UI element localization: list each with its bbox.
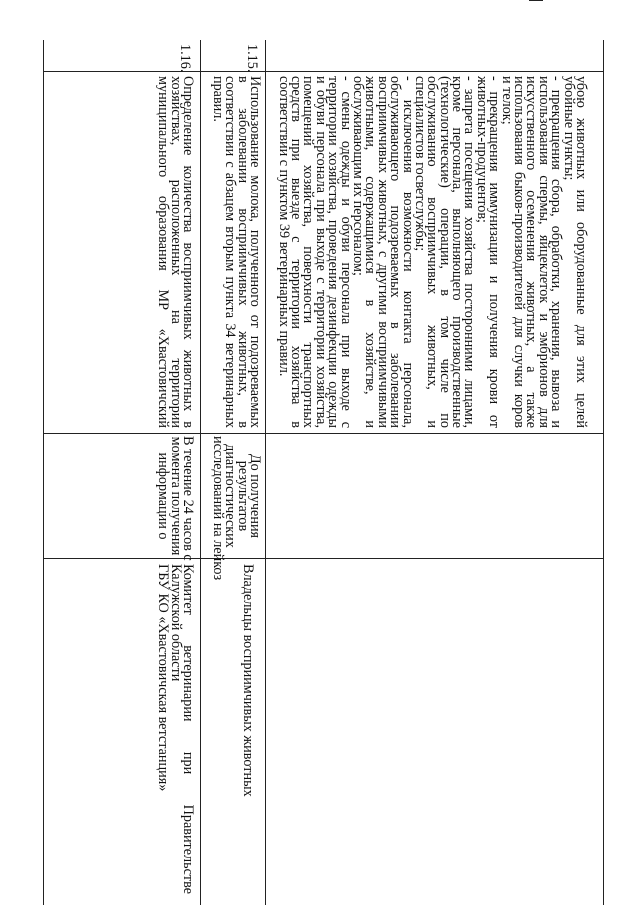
table-top-rule	[603, 40, 604, 905]
text-line: - прекращения сбора, обработки, хранения, вывоза и	[548, 76, 565, 428]
text-line: обслуживанию восприимчивых животных, и	[424, 76, 441, 428]
row-116-number: 1.16.	[177, 44, 193, 73]
text-line: До получения	[247, 453, 263, 539]
row-116-measure-text	[157, 76, 194, 428]
text-line: и обуви персонала при выходе с территории хозяйства,	[312, 76, 329, 428]
text-line: диагностических	[222, 444, 239, 548]
text-line: информации о	[155, 452, 172, 540]
row-116-responsible-text	[157, 564, 194, 894]
text-line: специалистов госветслужбы;	[411, 76, 428, 252]
text-line: Определение количества восприимчивых животных в	[180, 76, 196, 428]
text-line: исследований на лейкоз	[209, 436, 226, 581]
text-line: Владельцы восприимчивых животных	[240, 564, 256, 797]
row-prev-measure-text	[277, 76, 587, 428]
text-line: момента получения	[167, 436, 184, 556]
col-divider-term	[44, 558, 604, 559]
text-line: и телок;	[498, 76, 515, 125]
text-line: средств при выезде с территории хозяйства в	[288, 76, 305, 428]
table-rule-after-row-prev	[265, 40, 266, 905]
text-line: Калужской области	[167, 564, 184, 682]
table-rule-after-row-115	[200, 40, 201, 905]
text-line: - смены одежды и обуви персонала при выходе с	[337, 76, 354, 428]
col-divider-measure	[44, 433, 604, 434]
text-line: В течение 24 часов с	[180, 436, 196, 561]
text-line: муниципального образования МР «Хвастовичский	[155, 76, 172, 428]
col-divider-number	[44, 71, 604, 72]
text-line: правил.	[209, 76, 226, 122]
text-line: - запрета посещения хозяйства посторонними лицами,	[461, 76, 478, 428]
text-line: ГБУ КО «Хвастовичская ветстанция»	[155, 564, 172, 792]
row-115-measure-text	[211, 76, 261, 428]
text-line: животных-продуцентов;	[473, 76, 490, 223]
text-line: обслуживающего подозреваемых в заболевании	[387, 76, 404, 428]
text-line: Комитет ветеринарии при Правительстве	[180, 564, 196, 894]
text-line: восприимчивых животных, с другими восприимчивыми	[374, 76, 391, 428]
text-line: - исключения возможности контакта персонала,	[399, 76, 416, 428]
text-line: помещений хозяйства, поверхности транспортных	[300, 76, 317, 428]
text-line: убою животных или оборудованные для этих целей	[573, 76, 589, 428]
text-line: искусственного осеменения животных, а также	[523, 76, 540, 428]
text-line: (технологические) операции, в том числе по	[436, 76, 453, 428]
text-line: соответствии с пунктом 39 ветеринарных правил.	[275, 76, 292, 377]
text-line: обслуживающим их персоналом;	[349, 76, 366, 276]
text-line: использования быков-производителей для случки коров	[511, 76, 528, 428]
row-116-term-text	[155, 436, 196, 561]
text-line: убойные пункты;	[560, 76, 577, 181]
text-line: результатов	[234, 460, 251, 532]
text-line: территории хозяйства, проведения дезинфекции одежды	[325, 76, 342, 428]
text-line: - прекращения иммунизации и получения крови от	[486, 76, 503, 428]
text-line: соответствии с абзацем вторым пункта 34 ветеринарных	[222, 76, 239, 428]
table-bottom-rule	[43, 40, 44, 905]
text-line: хозяйствах, расположенных на территории	[167, 76, 184, 428]
margin-tick	[529, 0, 543, 1]
text-line: животными, содержащимися в хозяйстве, и	[362, 76, 379, 428]
text-line: использования спермы, яйцеклеток и эмбрионов для	[535, 76, 552, 428]
text-line: кроме персонала, выполняющего производственные	[449, 76, 466, 428]
text-line: Использование молока, полученного от подозреваемых	[247, 76, 263, 428]
text-line: в заболевании восприимчивых животных, в	[234, 76, 251, 428]
row-115-responsible-text	[242, 564, 254, 894]
row-115-number: 1.15.	[244, 44, 260, 73]
row-115-term-text	[209, 436, 263, 581]
